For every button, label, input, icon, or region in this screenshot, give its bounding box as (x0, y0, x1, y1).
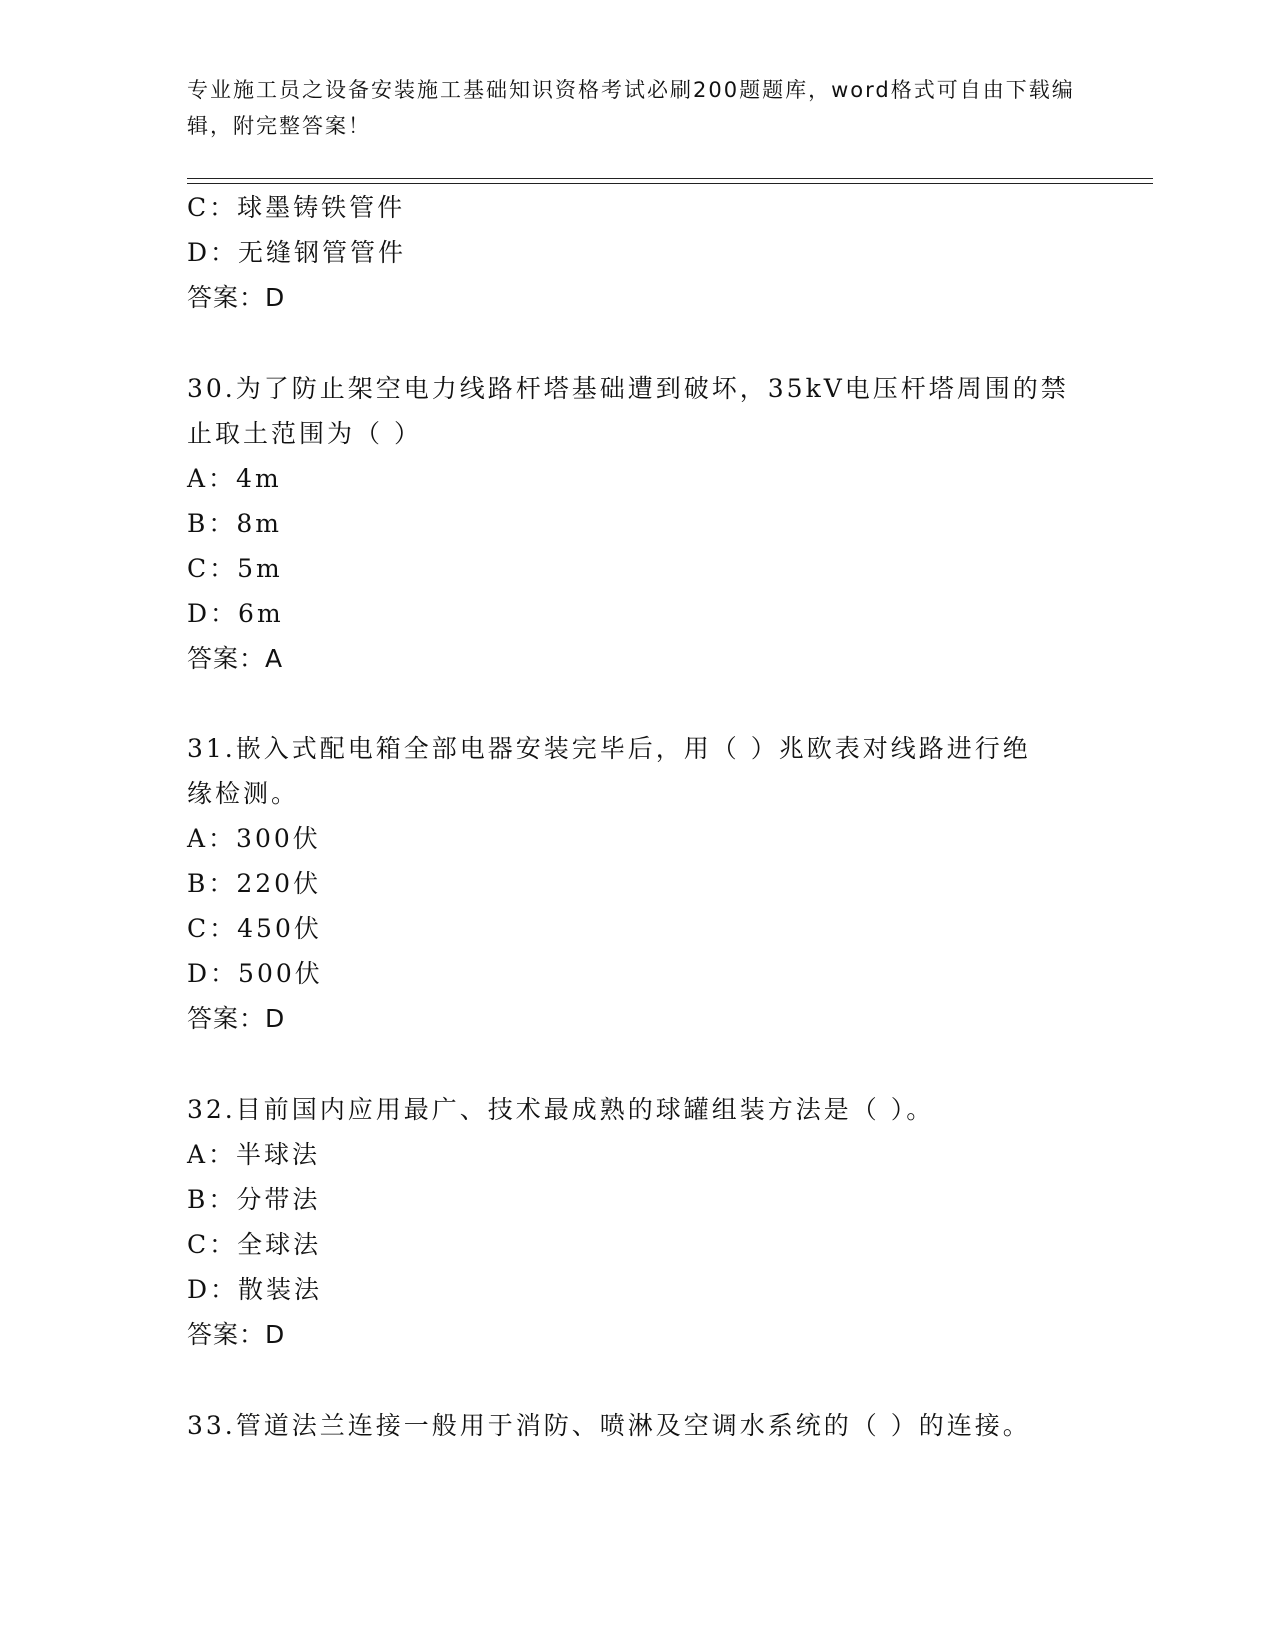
option-d: D：散装法 (187, 1275, 323, 1304)
answer-line: 答案：D (187, 1004, 286, 1033)
header-divider-bottom (187, 183, 1153, 184)
answer-line: 答案：D (187, 283, 286, 312)
question-stem-line: 止取土范围为（ ） (187, 419, 422, 448)
option-b: B：8m (187, 509, 282, 538)
option-a: A：300伏 (187, 824, 321, 853)
option-d: D：无缝钢管管件 (187, 238, 407, 267)
header-divider-top (187, 178, 1153, 179)
document-header: 专业施工员之设备安装施工基础知识资格考试必刷200题题库，word格式可自由下载编辑，附完整答案！ (187, 78, 1075, 138)
answer-line: 答案：D (187, 1320, 286, 1349)
question-stem-line: 31.嵌入式配电箱全部电器安装完毕后，用（ ）兆欧表对线路进行绝 (187, 734, 1031, 763)
option-d: D：500伏 (187, 959, 323, 988)
question-stem-line: 缘检测。 (187, 779, 300, 808)
option-c: C：450伏 (187, 914, 322, 943)
question-stem-line: 32.目前国内应用最广、技术最成熟的球罐组装方法是（ ）。 (187, 1095, 935, 1124)
question-stem-line: 33.管道法兰连接一般用于消防、喷淋及空调水系统的（ ）的连接。 (187, 1411, 1031, 1440)
option-c: C：5m (187, 554, 283, 583)
question-stem-line: 30.为了防止架空电力线路杆塔基础遭到破坏，35kV电压杆塔周围的禁 (187, 374, 1069, 403)
option-b: B：220伏 (187, 869, 322, 898)
option-d: D：6m (187, 599, 284, 628)
option-b: B：分带法 (187, 1185, 321, 1214)
option-a: A：半球法 (187, 1140, 321, 1169)
option-c: C：全球法 (187, 1230, 322, 1259)
option-a: A：4m (187, 464, 282, 493)
answer-line: 答案：A (187, 644, 284, 673)
option-c: C：球墨铸铁管件 (187, 193, 406, 222)
